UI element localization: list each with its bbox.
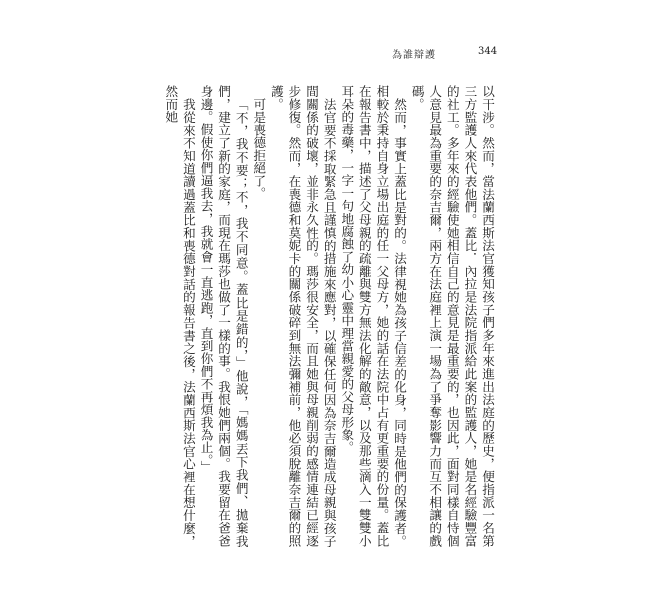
vertical-text-body (163, 85, 496, 547)
paragraph-4: 可是喪德拒絕了。 (251, 97, 267, 200)
paragraph-2: 然而，事實上蓋比是對的。法律視她為孩子信差的化身，同時是他們的保護者。相較於秉持自身立場出庭的任一父母方，她的話在法院中占有更重要的份量。蓋比在報告書中，描述了父母親的疏離與雙方無法化解的敵意，以及那些滴入一雙雙小耳朵的毒藥，一字一句地腐蝕了幼小心靈中理當親愛的父母形象。 (339, 85, 408, 547)
paragraph-6: 我從來不知道讀過蓋比和喪德對話的報告書之後，法蘭西斯法官心裡在想什麼，然而她 (163, 85, 196, 547)
page-header (0, 46, 655, 62)
paragraph-3: 法官要不採取緊急且謹慎的措施來應對，以確保任何因為奈吉爾造成母親與孩子間關係的破壞，並非永久性的。瑪莎很安全，而且她與母親削弱的感情連結已經逐步修復。然而，在喪德和莫妮卡的關係破碎到無法彌補前，他必須脫離奈吉爾的照護。 (268, 85, 337, 547)
page-number: 344 (478, 46, 498, 57)
paragraph-5: 「不，我不要；不，我不同意。蓋比是錯的，」他說，「媽媽丟下我們、拋棄我們，建立了新的家庭，而現在瑪莎也做了一樣的事。我恨她們兩個。我要留在爸爸身邊。假使你們逼我去，我就會一直逃跑，直到你們不再煩我為止。」 (198, 85, 249, 547)
running-title: 為誰辯護 (392, 50, 436, 61)
paragraph-1: 以干涉。然而，當法蘭西斯法官獲知孩子們多年來進出法庭的歷史，便指派一名第三方監護人來代表他們。蓋比．內拉是法院指派給此案的監護人，她是名經驗豐富的社工。多年來的經驗使她相信自己的意見是最重要的，也因此，面對同樣自恃個人意見最為重要的奈吉爾，兩方在法庭裡上演一場為了爭奪影響力而互不相讓的戲碼。 (409, 85, 495, 547)
